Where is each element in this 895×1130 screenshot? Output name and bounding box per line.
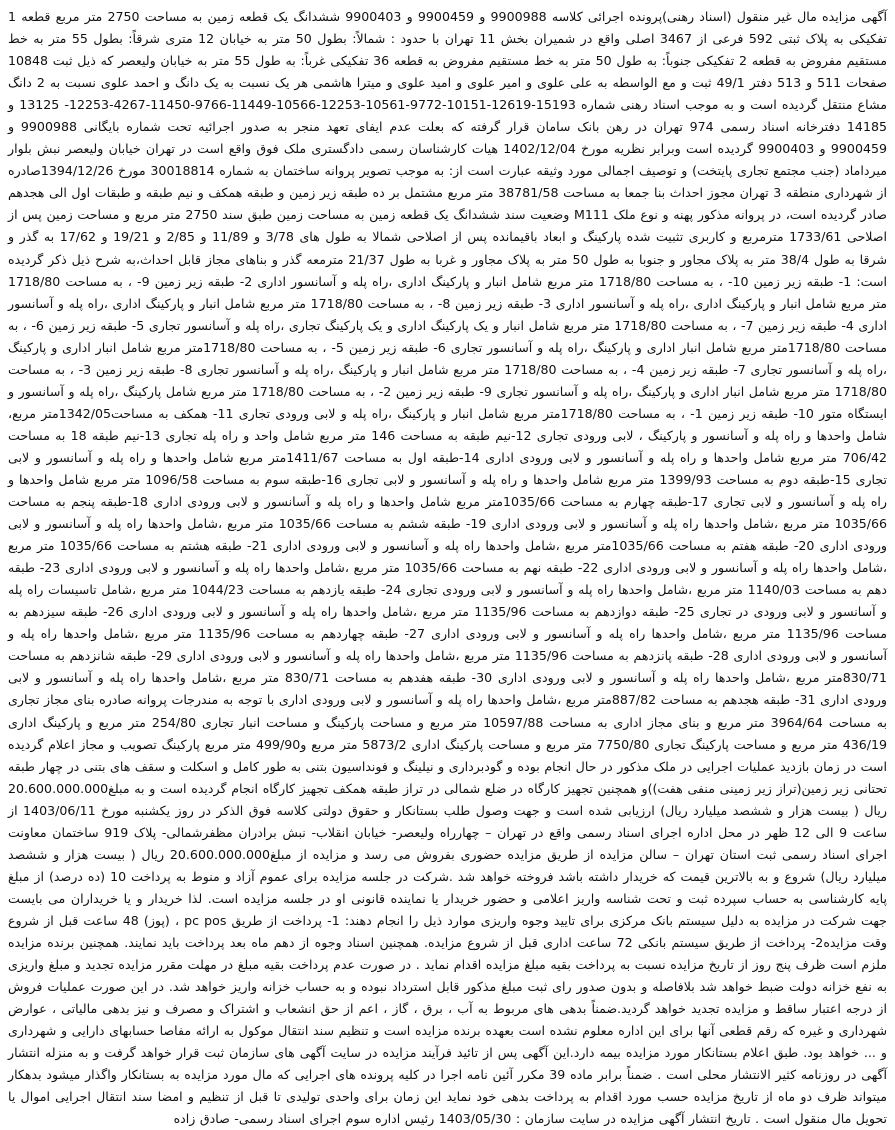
auction-notice-text: آگهی مزایده مال غیر منقول (اسناد رهنی)پرونده اجرائی کلاسه 9900988 و 9900459 و 9900403 ششدانگ یک قطعه زمین به مساحت 2750 متر مربع قطعه 1 تفکیکی به پلاک ثبتی 592 فرعی از 3467 اصلی واقع در شمیران بخش 11 تهران با حدود : شمالاً: بطول 50 متر به خیابان 12 متری شرقاً: بطول 55 متر به خط مستقیم مفروض به قطعه 2 تفکیکی جنوباً: به طول 50 متر به خط مستقیم مفروض به قطعه 36 تفکیکی غرباً: به طول 55 متر به خیابان ولیعصر که ذیل ثبت 10848 صفحات 511 و 513 دفتر 49/1 ثبت و مع الواسطه به علی علوی و امیر علوی و امید علوی و میترا هاشمی هر یک نسبت به یک دانگ و احمد علوی نسبت به 2 دانگ مشاع منتقل گردیده است و به موجب اسناد رهنی شماره 15193-12619-10151-9772-10561-12253-10566-11449-9766-11450-4267-12253- 13125 و 14185 دفترخانه اسناد رسمی 974 تهران در رهن بانک سامان قرار گرفته که بعلت عدم ایفای تعهد منجر به صدور اجرائیه تحت شماره بایگانی 9900988 و 9900459 و 9900403 گردیده است وبرابر نظریه مورخ 1402/12/04 هیات کارشناسان رسمی دادگستری ملک فوق واقع است در تهران خیابان ولیعصر نبش بلوار میرداماد (جنب مجتمع تجاری پایتخت) و توصیف اجمالی مورد وثیقه عبارت است از: به موجب تصویر پروانه ساختمان به شماره 30018814 مورخ 1394/12/26صادره از شهرداری منطقه 3 تهران مجوز احداث بنا جمعا به مساحت 38781/58 متر مربع مشتمل بر ده طبقه زیر زمین و طبقه همکف و نیم طبقه و طبقات اول الی هجدهم صادر گردیده است، در پروانه مذکور پهنه و نوع ملک M111 وضعیت سند ششدانگ یک قطعه زمین به مساحت زمین طبق سند 2750 متر مربع و مساحت زمین پس از اصلاحی 1733/61 مترمربع و کاربری تثبیت شده پارکینگ و ابعاد باقیمانده پس از اصلاحی شمالا به طول های 3/78 و 11/89 و 2/85 و 19/21 و 17/62 به گذر و شرقا به طول 38/4 متر به پلاک مجاور و جنوبا به طول 50 متر به پلاک مجاور و غربا به طول 21/37 مترمعه گذر و بناهای مجاز قابل احداث،به شرح ذیل ذکر گردیده است: 1- طبقه زیر زمین 10- ، به مساحت 1718/80 متر مربع شامل انبار و پارکینگ اداری ،راه پله و آسانسور اداری 2- طبقه زیر زمین 9- ، به مساحت 1718/80 متر مربع شامل انبار و پارکینگ اداری ،راه پله و آسانسور اداری 3- طبقه زیر زمین 8- ، به مساحت 1718/80 متر مربع شامل انبار و پارکینگ اداری ،راه پله و آسانسور اداری 4- طبقه زیر زمین 7- ، به مساحت 1718/80 متر مربع شامل انبار و یک پارکینگ اداری و یک پارکینگ تجاری ،راه پله و آسانسور تجاری 5- طبقه زیر زمین 6- ، به مساحت 1718/80متر مربع شامل انبار اداری و پارکینگ ،راه پله و آسانسور تجاری 6- طبقه زیر زمین 5- ، به مساحت 1718/80متر مربع شامل انبار اداری و پارکینگ ،راه پله و آسانسور تجاری 7- طبقه زیر زمین 4- ، به مساحت 1718/80 متر مربع شامل انبار و پارکینگ ،راه پله و آسانسور تجاری 8- طبقه زیر زمین 3- ، به مساحت 1718/80 متر مربع شامل انبار اداری و پارکینگ ،راه پله و آسانسور تجاری 9- طبقه زیر زمین 2- ، به مساحت 1718/80 متر مربع شامل پارکینگ ،راه پله و آسانسور و ایستگاه متور 10- طبقه زیر زمین 1- ، به مساحت 1718/80متر مربع شامل انبار و پارکینگ ،راه پله و لابی ورودی تجاری 11- همکف به مساحت1342/05متر مربع، شامل واحدها و راه پله و آسانسور و پارکینگ ، لابی ورودی تجاری 12-نیم طبقه به مساحت 146 متر مربع شامل واحد و راه پله تجاری 13-نیم طبقه 18 به مساحت 706/42 متر مربع شامل واحدها و راه پله و آسانسور و لابی ورودی اداری 14-طبقه اول به مساحت 1411/67متر مربع شامل واحدها و راه پله و آسانسور و لابی تجاری 15-طبقه دوم به مساحت 1399/93 متر مربع شامل واحدها و راه پله و آسانسور و لابی تجاری 16-طبقه سوم به مساحت 1096/58 متر مربع شامل واحدها و راه پله و آسانسور و لابی تجاری 17-طبقه چهارم به مساحت 1035/66متر مربع شامل واحدها و راه پله و آسانسور و لابی ورودی اداری 18-طبقه پنجم به مساحت 1035/66 متر مربع ،شامل واحدها راه پله و آسانسور و لابی ورودی اداری 19- طبقه ششم به مساحت 1035/66 متر مربع ،شامل واحدها راه پله و آسانسور و لابی ورودی اداری 20- طبقه هفتم به مساحت 1035/66متر مربع ،شامل واحدها راه پله و آسانسور و لابی ورودی اداری 21- طبقه هشتم به مساحت 1035/66 متر مربع ،شامل واحدها راه پله و آسانسور و لابی ورودی اداری 22- طبقه نهم به مساحت 1035/66 متر مربع ،شامل واحدها راه پله و آسانسور و لابی ورودی اداری 23- طبقه دهم به مساحت 1140/03 متر مربع ،شامل واحدها راه پله و آسانسور و لابی ورودی تجاری 24- طبقه یازدهم به مساحت 1044/23 متر مربع ،شامل تاسیسات راه پله و آسانسور و لابی ورودی در تجاری 25- طبقه دوازدهم به مساحت 1135/96 متر مربع ،شامل واحدها راه پله و آسانسور و لابی ورودی اداری 26- طبقه سیزدهم به مساحت 1135/96 متر مربع ،شامل واحدها راه پله و آسانسور و لابی ورودی اداری 27- طبقه چهاردهم به مساحت 1135/96 متر مربع ،شامل واحدها راه پله و آسانسور و لابی ورودی اداری 28- طبقه پانزدهم به مساحت 1135/96 متر مربع ،شامل واحدها راه پله و آسانسور و لابی ورودی اداری 29- طبقه شانزدهم به مساحت 830/71متر مربع ،شامل واحدها راه پله و آسانسور و لابی ورودی اداری 30- طبقه هفدهم به مساحت 830/71 متر مربع ،شامل واحدها راه پله و آسانسور و لابی ورودی اداری 31- طبقه هجدهم به مساحت 887/82متر مربع ،شامل واحدها راه پله و آسانسور و لابی ورودی اداری با توجه به مندرجات پروانه صادره بنای مجاز تجاری به مساحت 3964/64 متر مربع و بنای مجاز اداری به مساحت 10597/88 متر مربع و مساحت پارکینگ و مساحت انبار تجاری 254/80 متر مربع و پارکینگ اداری 436/19 متر مربع و مساحت پارکینگ تجاری 7750/80 متر مربع و مساحت پارکینگ اداری 5873/2 متر مربع و499/90 متر مربع پارکینگ تصویب و مجاز اعلام گردیده است در زمان بازدید عملیات اجرایی در ملک مذکور در حال انجام بوده و گودبرداری و نیلینگ و فونداسیون بتنی به طور کامل و اسکلت و سقف های بتنی در چهار طبقه تحتانی زیر زمین(تراز زیر زمینی منفی هفت))و همچنین تجهیز کارگاه در ضلع شمالی در تراز طبقه همکف تجهیز کارگاه انجام گردیده است و به مبلغ20.600.000.000 ریال ( بیست هزار و ششصد میلیارد ریال) ارزیابی شده است و جهت وصول طلب بستانکار و حقوق دولتی کلاسه فوق الذکر در روز یکشنبه مورخ 1403/06/11 از ساعت 9 الی 12 ظهر در محل اداره اجرای اسناد رسمی واقع در تهران – چهارراه ولیعصر- خیابان انقلاب- نبش برادران مظفرشمالی- پلاک 919 ساختمان معاونت اجرای اسناد رسمی ثبت استان تهران – سالن مزایده از طریق مزایده حضوری بفروش می رسد و مزایده از مبلغ20.600.000.000 ریال ( بیست هزار و ششصد میلیارد ریال) شروع و به بالاترین قیمت که خریدار داشته باشد فروخته خواهد شد .شرکت در جلسه مزایده برای عموم آزاد و منوط به پرداخت 10 (ده درصد) از مبلغ پایه کارشناسی به حساب سپرده ثبت و تحت شناسه واریز اعلامی و حضور خریدار یا نماینده قانونی او در جلسه مزایده است. لذا خریدار و یا خریداران می بایست جهت شرکت در مزایده به دلیل سیستم بانک مرکزی برای تایید وجوه واریزی موارد ذیل را انجام دهند: 1- پرداخت از طریق pc pos ، (پوز) 48 ساعت قبل از شروع وقت مزایده2- پرداخت از طریق سیستم بانکی 72 ساعت اداری قبل از شروع مزایده. همچنین اسناد وجوه از دهم ماه بعد پرداخت باید نمایند. همچنین برنده مزایده ملزم است ظرف پنج روز از تاریخ مزایده نسبت به پرداخت بقیه مبلغ مزایده اقدام نماید . در صورت عدم پرداخت بقیه مبلغ در مهلت مقرر مزایده تجدید و مبلغ واریزی به نفع خزانه دولت ضبط خواهد شد بلافاصله و بدون صدور رای ثبت مبلغ مذکور قابل استرداد نبوده و به حساب خزانه واریز خواهد شد. در این صورت عملیات فروش از درجه اعتبار ساقط و مزایده تجدید خواهد گردید.ضمناً بدهی های مربوط به آب ، برق ، گاز ، اعم از حق انشعاب و اشتراک و مصرف و نیز بدهی مالیاتی ، عوارض شهرداری و غیره که رقم قطعی آنها برای این اداره معلوم نشده است بعهده برنده مزایده است و تنظیم سند انتقال موکول به ارائه مفاصا حسابهای دارایی و شهرداری و ... خواهد بود. طبق اعلام بستانکار مورد مزایده بیمه دارد.این آگهی پس از تائید فرآیند مزایده در سایت آگهی های سازمان ثبت قرار خواهد گرفت و به منزله انتشار آگهی در روزنامه کثیر الانتشار محلی است . ضمناً برابر ماده 39 مکرر آئین نامه اجرا در کلیه پرونده های اجرایی که مال مورد مزایده به بستانکار واگذار میشود بدهکار میتواند ظرف دو ماه از تاریخ مزایده حسب مورد اقدام به پرداخت بدهی خود نماید این زمان برای واحدی تولیدی تا قبل از تنظیم و امضا سند انتقال اجرایی اموال یا تحویل مال منقول است . تاریخ انتشار آگهی مزایده در سایت سازمان : 1403/05/30 رئیس اداره سوم اجرای اسناد رسمی- صادق زاده — [8, 9, 888, 1127]
